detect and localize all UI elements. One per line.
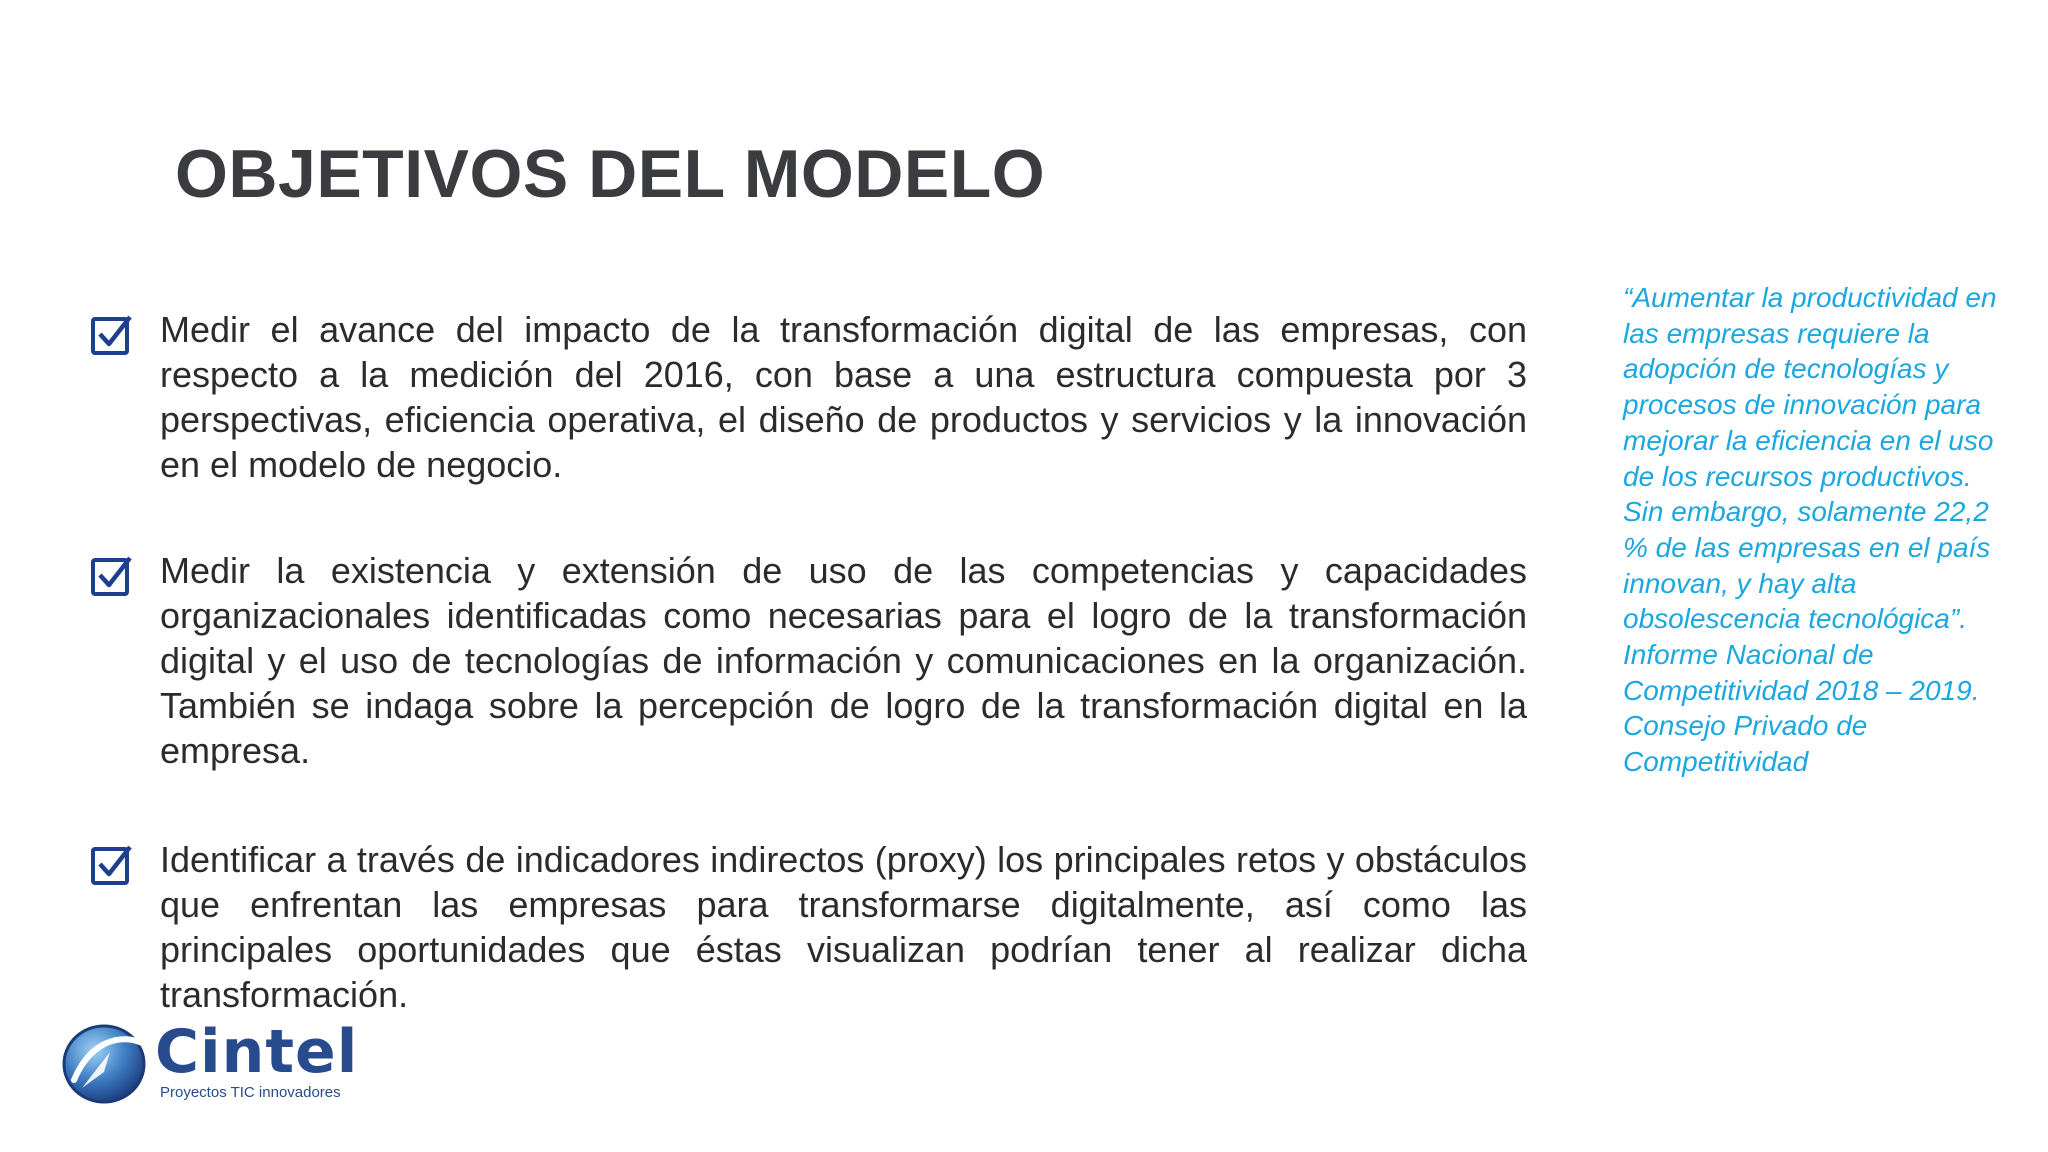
checkbox-checked-icon xyxy=(90,843,134,887)
logo-tagline: Proyectos TIC innovadores xyxy=(160,1084,341,1101)
side-quote: “Aumentar la productividad en las empresas requiere la adopción de tecnologías y procesos de innovación para mejorar la eficiencia en el uso de los recursos productivos. Sin embargo, solamente 22,2 % de las empresas en el país innovan, y hay alta obsolescencia tecnológica”. Informe Nacional de Competitividad 2018 – 2019. Consejo Privado de Competitividad xyxy=(1623,282,1997,778)
objective-text: Medir el avance del impacto de la transformación digital de las empresas, con respecto a la medición del 2016, con base a una estructura compuesta por 3 perspectivas, eficiencia operativa, el diseño de productos y servicios y la innovación en el modelo de negocio. xyxy=(160,309,1527,485)
cintel-logo xyxy=(60,1018,380,1108)
objective-text: Medir la existencia y extensión de uso de las competencias y capacidades organizacionales identificadas como necesarias para el logro de la transformación digital y el uso de tecnologías de información y comunicaciones en la organización. También se indaga sobre la percepción de logro de la transformación digital en la empresa. xyxy=(160,550,1527,771)
slide-title: OBJETIVOS DEL MODELO xyxy=(175,136,1046,212)
cintel-globe-icon xyxy=(60,1022,150,1106)
objective-text: Identificar a través de indicadores indirectos (proxy) los principales retos y obstáculos que enfrentan las empresas para transformarse digitalmente, así como las principales oportunidades que éstas visualizan podrían tener al realizar dicha transformación. xyxy=(160,839,1527,1015)
checkbox-checked-icon xyxy=(90,313,134,357)
checkbox-checked-icon xyxy=(90,554,134,598)
logo-wordmark: Cintel xyxy=(155,1017,359,1087)
